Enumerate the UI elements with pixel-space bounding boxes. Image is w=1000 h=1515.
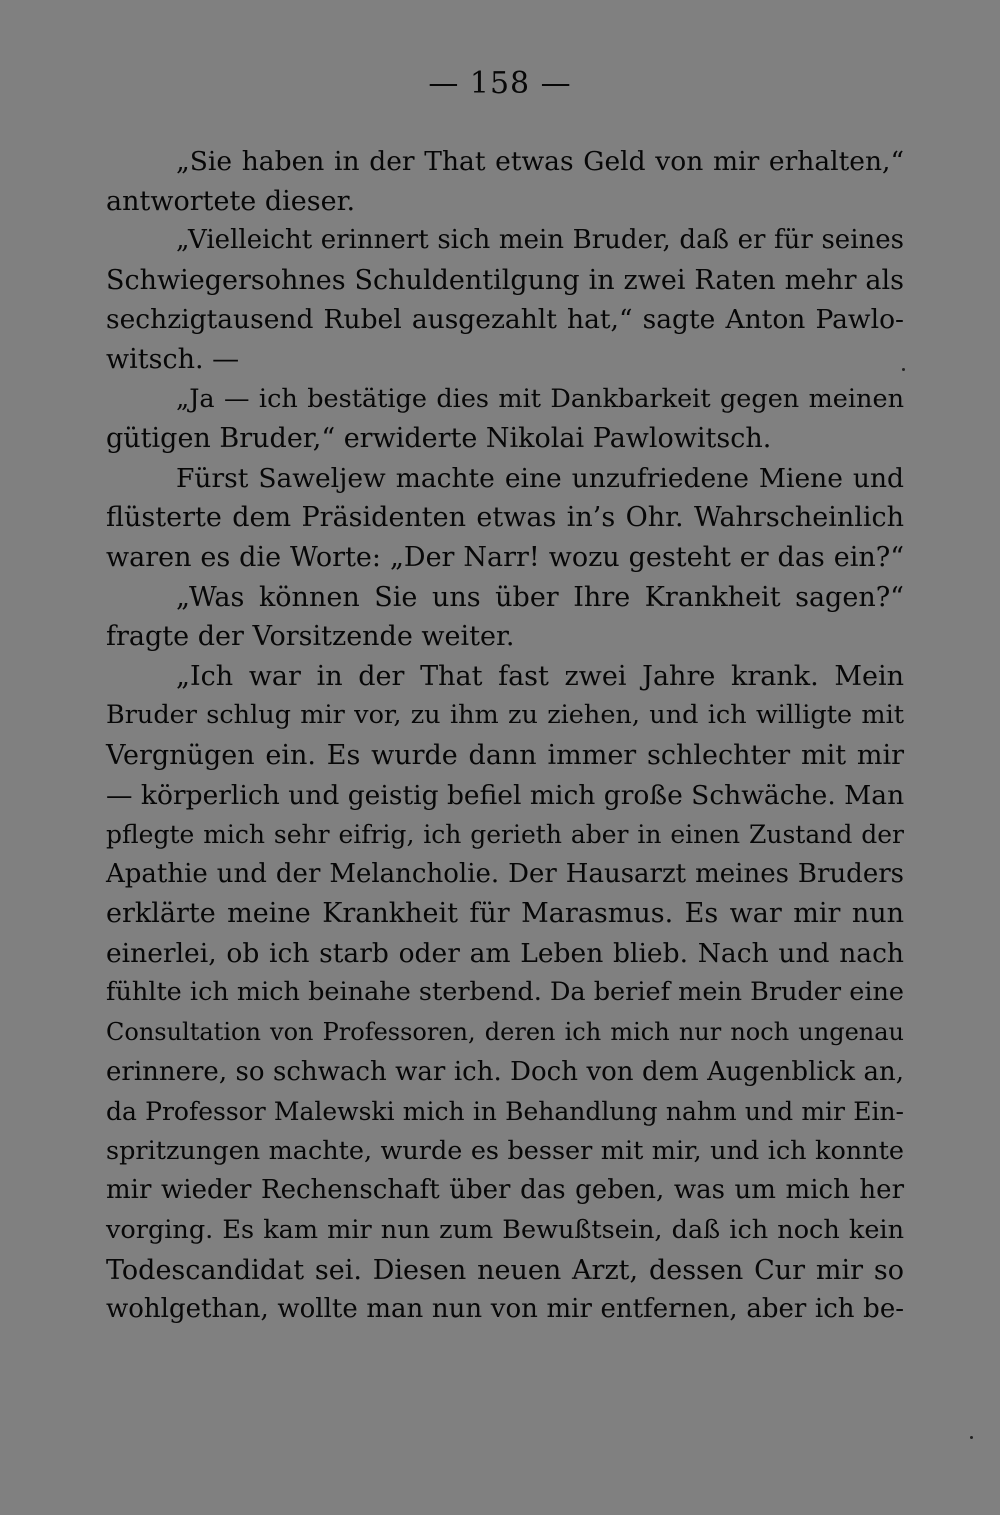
text-line: spritzungen machte, wurde es besser mit mir, und ich konnte [106, 1135, 904, 1166]
text-line: pflegte mich sehr eifrig, ich gerieth aber in einen Zustand der [106, 820, 904, 850]
text-line: einerlei, ob ich starb oder am Leben blieb. Nach und nach [106, 937, 904, 969]
text-line: „Vielleicht erinnert sich mein Bruder, daß er für seines [176, 225, 904, 256]
text-line: Schwiegersohnes Schuldentilgung in zwei Raten mehr als [106, 264, 904, 296]
text-line: fragte der Vorsitzende weiter. [106, 621, 515, 653]
text-line: erinnere, so schwach war ich. Doch von dem Augenblick an, [106, 1056, 904, 1087]
text-line: da Professor Malewski mich in Behandlung nahm und mir Ein- [106, 1097, 904, 1127]
text-line: vorging. Es kam mir nun zum Bewußtsein, daß ich noch kein [106, 1215, 904, 1246]
text-line: antwortete dieser. [106, 185, 356, 217]
text-line: „Sie haben in der That etwas Geld von mir erhalten,“ [176, 146, 904, 177]
text-line: „Was können Sie uns über Ihre Krankheit sagen?“ [176, 581, 904, 613]
text-line: Vergnügen ein. Es wurde dann immer schlechter mit mir [106, 739, 904, 771]
page-number: — 158 — [428, 66, 572, 101]
text-line: gütigen Bruder,“ erwiderte Nikolai Pawlowitsch. [106, 423, 772, 455]
text-line: Todescandidat sei. Diesen neuen Arzt, dessen Cur mir so [106, 1254, 904, 1286]
text-line: flüsterte dem Präsidenten etwas in’s Ohr. Wahrscheinlich [106, 502, 904, 534]
text-line: waren es die Worte: „Der Narr! wozu gesteht er das ein?“ [106, 541, 904, 573]
text-line: erklärte meine Krankheit für Marasmus. Es war mir nun [106, 898, 904, 930]
print-speck-decoration [902, 368, 905, 371]
text-line: Consultation von Professoren, deren ich mich nur noch ungenau [106, 1018, 904, 1047]
text-line: Bruder schlug mir vor, zu ihm zu ziehen, und ich willigte mit [106, 700, 904, 731]
text-line: Fürst Saweljew machte eine unzufriedene Miene und [176, 462, 904, 494]
text-line: Apathie und der Melancholie. Der Hausarzt meines Bruders [106, 858, 904, 889]
text-line: fühlte ich mich beinahe sterbend. Da berief mein Bruder eine [106, 977, 904, 1008]
text-line: mir wieder Rechenschaft über das geben, was um mich her [106, 1175, 904, 1206]
text-line: „Ja — ich bestätige dies mit Dankbarkeit gegen meinen [176, 383, 904, 414]
text-line: — körperlich und geistig befiel mich große Schwäche. Man [106, 779, 905, 811]
print-speck-decoration [970, 1436, 973, 1439]
page-body-text [106, 142, 904, 1330]
text-line: witsch. — [106, 343, 240, 375]
text-line: „Ich war in der That fast zwei Jahre krank. Mein [176, 660, 904, 692]
text-line: sechzigtausend Rubel ausgezahlt hat,“ sagte Anton Pawlo- [106, 304, 904, 336]
text-line: wohlgethan, wollte man nun von mir entfernen, aber ich be- [106, 1294, 904, 1325]
